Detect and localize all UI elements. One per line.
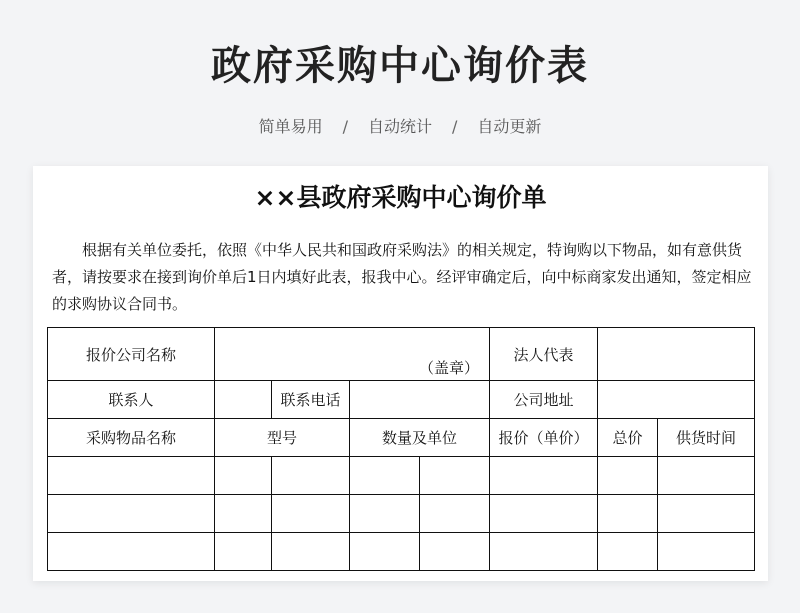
tag-separator: / <box>452 117 458 136</box>
phone-field[interactable] <box>350 381 490 419</box>
document-card <box>33 166 768 581</box>
table-cell[interactable] <box>490 495 598 533</box>
tag-easy-to-use: 简单易用 <box>258 117 323 136</box>
company-name-label: 报价公司名称 <box>48 328 215 381</box>
table-cell[interactable] <box>420 533 490 571</box>
col-header-item-name: 采购物品名称 <box>48 419 215 457</box>
feature-tags <box>0 114 800 137</box>
legal-rep-label: 法人代表 <box>490 328 598 381</box>
table-cell[interactable] <box>48 533 215 571</box>
form-row-company <box>48 328 755 381</box>
table-cell[interactable] <box>215 533 272 571</box>
col-header-delivery-time: 供货时间 <box>658 419 755 457</box>
table-cell[interactable] <box>48 495 215 533</box>
seal-note: （盖章） <box>418 359 479 377</box>
address-field[interactable] <box>598 381 755 419</box>
table-cell[interactable] <box>490 533 598 571</box>
col-header-total-price: 总价 <box>598 419 658 457</box>
table-cell[interactable] <box>420 457 490 495</box>
company-name-field[interactable] <box>215 328 490 381</box>
contact-field[interactable] <box>215 381 272 419</box>
table-cell[interactable] <box>658 495 755 533</box>
table-header-row <box>48 419 755 457</box>
table-cell[interactable] <box>658 457 755 495</box>
table-cell[interactable] <box>490 457 598 495</box>
table-cell[interactable] <box>215 457 272 495</box>
table-cell[interactable] <box>48 457 215 495</box>
address-label: 公司地址 <box>490 381 598 419</box>
intro-paragraph: 根据有关单位委托，依照《中华人民共和国政府采购法》的相关规定，特询购以下物品，如有意供货者，请按要求在接到询价单后1日内填好此表，报我中心。经评审确定后，向中标商家发出通知，签定相应的求购协议合同书。 <box>52 241 752 313</box>
col-header-quantity: 数量及单位 <box>350 419 490 457</box>
table-cell[interactable] <box>272 495 350 533</box>
tag-separator: / <box>342 117 348 136</box>
table-cell[interactable] <box>598 495 658 533</box>
table-cell[interactable] <box>350 533 420 571</box>
tag-auto-stats: 自动统计 <box>367 117 432 136</box>
table-cell[interactable] <box>215 495 272 533</box>
table-cell[interactable] <box>350 457 420 495</box>
table-row <box>48 457 755 495</box>
phone-label: 联系电话 <box>272 381 350 419</box>
page-title: 政府采购中心询价表 <box>211 43 589 89</box>
form-row-contact <box>48 381 755 419</box>
table-cell[interactable] <box>350 495 420 533</box>
table-row <box>48 495 755 533</box>
table-row <box>48 533 755 571</box>
col-header-unit-price: 报价（单价） <box>490 419 598 457</box>
col-header-model: 型号 <box>215 419 350 457</box>
table-cell[interactable] <box>658 533 755 571</box>
document-title: ××县政府采购中心询价单 <box>254 183 547 212</box>
table-cell[interactable] <box>272 533 350 571</box>
inquiry-form-table <box>47 327 755 571</box>
table-cell[interactable] <box>598 457 658 495</box>
table-cell[interactable] <box>272 457 350 495</box>
table-cell[interactable] <box>420 495 490 533</box>
tag-auto-update: 自动更新 <box>477 117 542 136</box>
legal-rep-field[interactable] <box>598 328 755 381</box>
contact-label: 联系人 <box>48 381 215 419</box>
table-cell[interactable] <box>598 533 658 571</box>
